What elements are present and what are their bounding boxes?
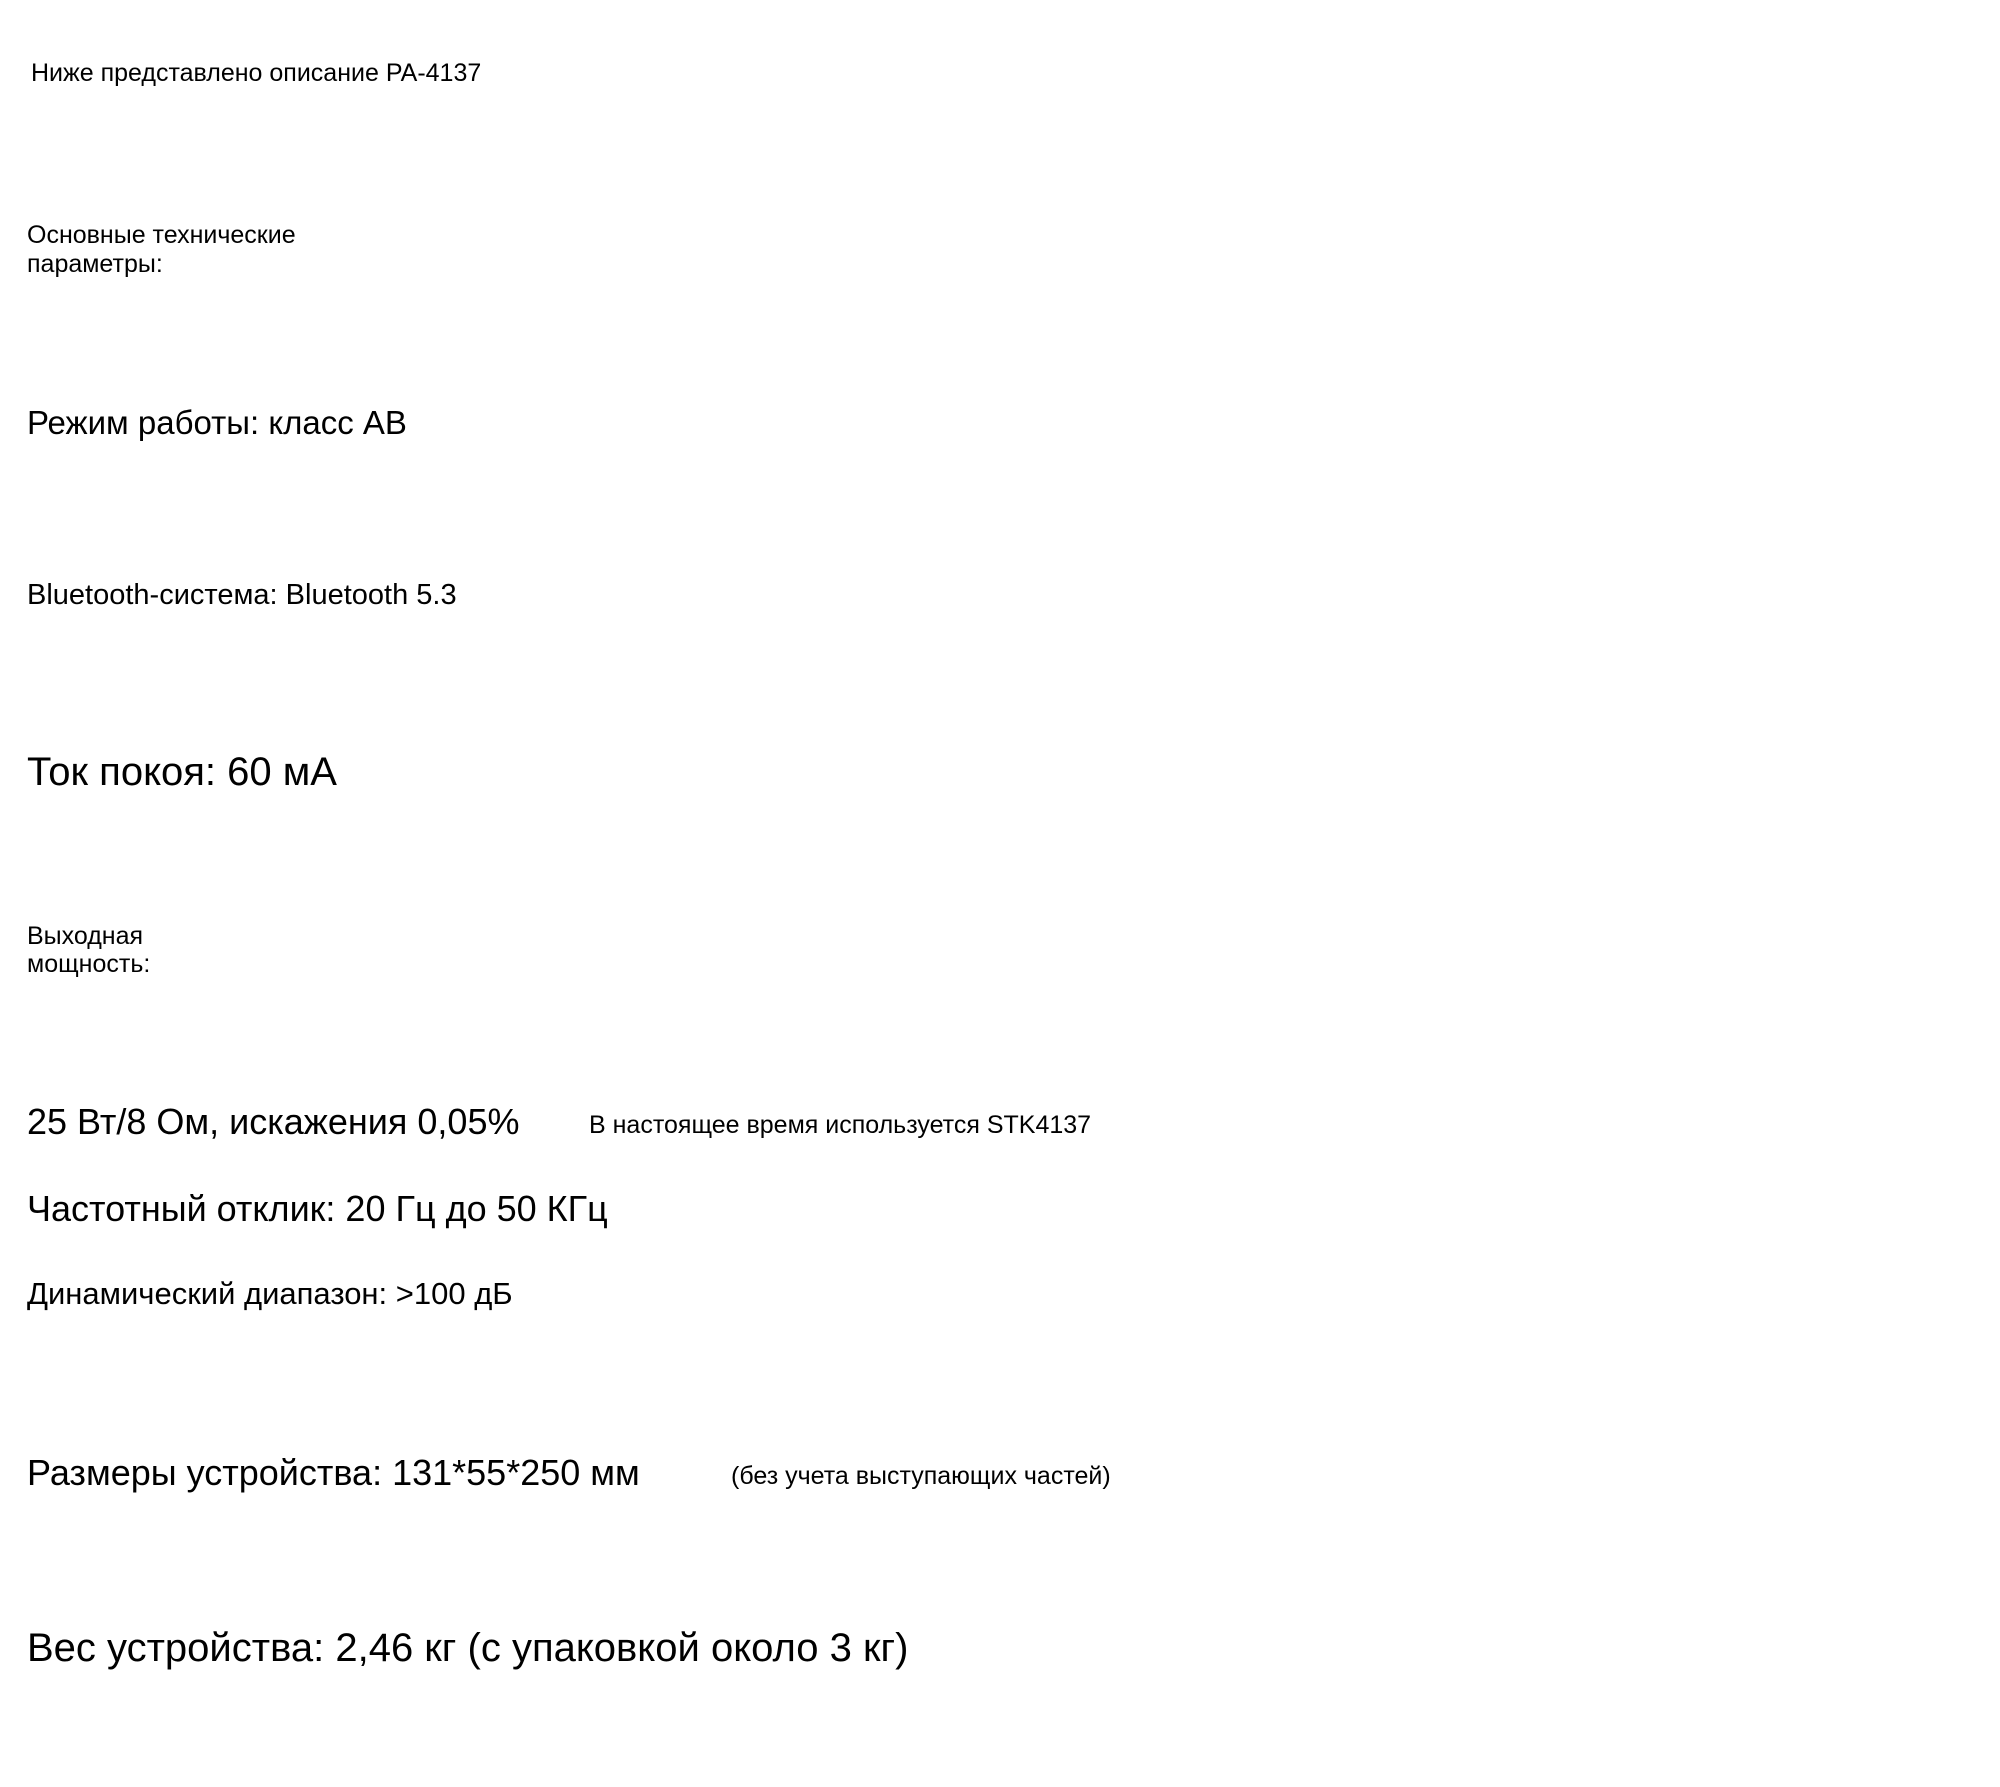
main-params-heading: Основные технические параметры: xyxy=(27,221,296,278)
intro-text: Ниже представлено описание PA-4137 xyxy=(31,59,482,87)
spec-operating-mode: Режим работы: класс AB xyxy=(27,404,407,441)
spec-quiescent-current: Ток покоя: 60 мА xyxy=(27,750,337,794)
spec-weight: Вес устройства: 2,46 кг (с упаковкой около 3 кг) xyxy=(27,1626,909,1670)
spec-dynamic-range: Динамический диапазон: >100 дБ xyxy=(27,1276,513,1311)
output-power-label: Выходная мощность: xyxy=(27,922,151,978)
spec-dimensions: Размеры устройства: 131*55*250 мм xyxy=(27,1452,640,1493)
spec-output-power: 25 Вт/8 Ом, искажения 0,05% xyxy=(27,1101,520,1142)
spec-bluetooth: Bluetooth-система: Bluetooth 5.3 xyxy=(27,579,457,611)
dimensions-note: (без учета выступающих частей) xyxy=(731,1462,1111,1490)
spec-frequency-response: Частотный отклик: 20 Гц до 50 КГц xyxy=(27,1188,608,1229)
chip-note: В настоящее время используется STK4137 xyxy=(589,1111,1092,1139)
